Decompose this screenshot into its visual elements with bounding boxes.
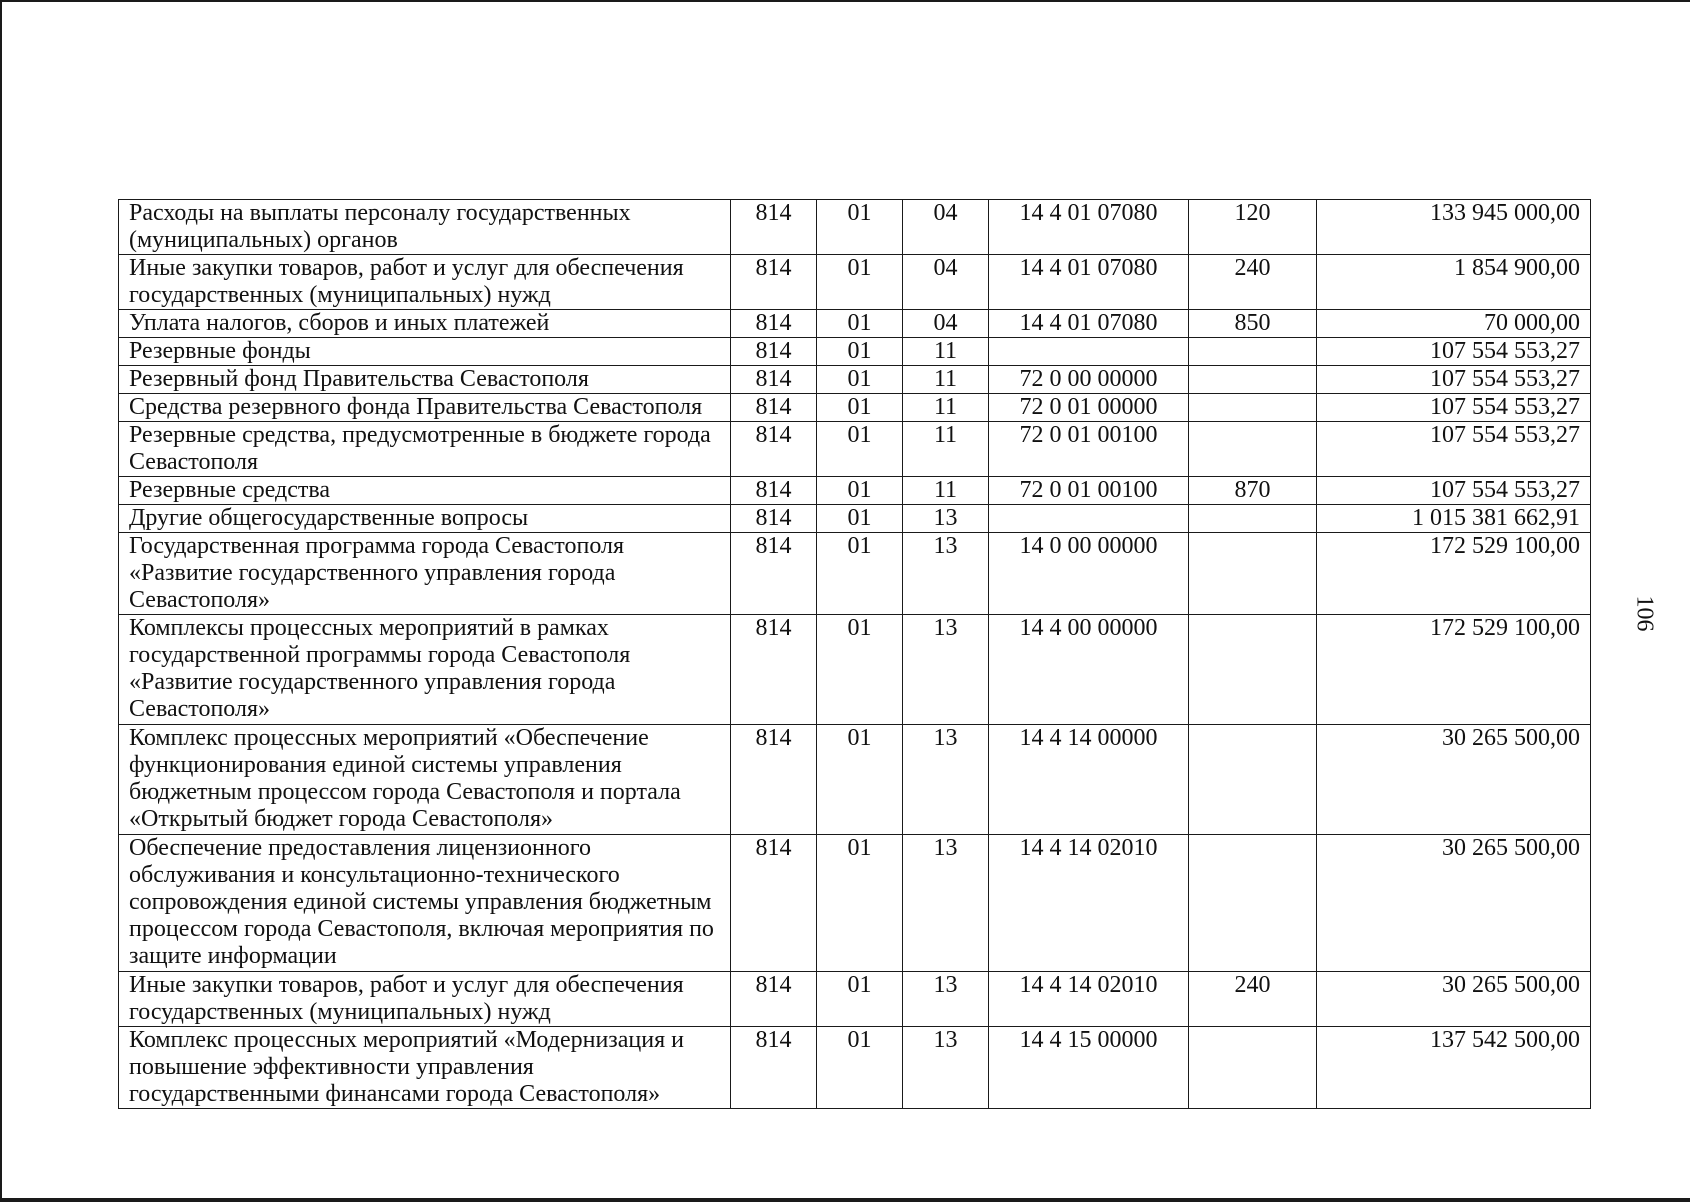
target-article-code: 14 0 00 00000 (989, 533, 1189, 615)
ministry-code: 814 (731, 615, 817, 725)
ministry-code: 814 (731, 255, 817, 310)
expense-name: Иные закупки товаров, работ и услуг для обеспечения государственных (муниципальных) нужд (119, 255, 731, 310)
amount: 107 554 553,27 (1317, 394, 1591, 422)
target-article-code (989, 505, 1189, 533)
expense-type-code: 240 (1189, 972, 1317, 1027)
expense-type-code (1189, 615, 1317, 725)
expense-name: Средства резервного фонда Правительства Севастополя (119, 394, 731, 422)
target-article-code: 72 0 01 00000 (989, 394, 1189, 422)
table-row (119, 477, 1591, 505)
expense-type-code: 240 (1189, 255, 1317, 310)
section-code: 01 (817, 972, 903, 1027)
table-row (119, 394, 1591, 422)
budget-table-body (119, 200, 1591, 1109)
section-code: 01 (817, 505, 903, 533)
expense-type-code (1189, 394, 1317, 422)
expense-name: Другие общегосударственные вопросы (119, 505, 731, 533)
table-row (119, 310, 1591, 338)
ministry-code: 814 (731, 972, 817, 1027)
section-code: 01 (817, 394, 903, 422)
table-row (119, 338, 1591, 366)
ministry-code: 814 (731, 477, 817, 505)
amount: 30 265 500,00 (1317, 725, 1591, 835)
expense-name: Расходы на выплаты персоналу государственных (муниципальных) органов (119, 200, 731, 255)
subsection-code: 11 (903, 422, 989, 477)
expense-name: Обеспечение предоставления лицензионного обслуживания и консультационно-технического сопровождения единой системы управления бюджетным процессом города Севастополя, включая мероприятия по защите информации (119, 835, 731, 972)
target-article-code: 14 4 01 07080 (989, 200, 1189, 255)
expense-type-code: 870 (1189, 477, 1317, 505)
ministry-code: 814 (731, 394, 817, 422)
table-row (119, 972, 1591, 1027)
amount: 172 529 100,00 (1317, 615, 1591, 725)
amount: 107 554 553,27 (1317, 422, 1591, 477)
section-code: 01 (817, 615, 903, 725)
subsection-code: 13 (903, 725, 989, 835)
ministry-code: 814 (731, 505, 817, 533)
expense-type-code (1189, 835, 1317, 972)
section-code: 01 (817, 477, 903, 505)
amount: 137 542 500,00 (1317, 1027, 1591, 1109)
amount: 30 265 500,00 (1317, 972, 1591, 1027)
target-article-code: 14 4 14 00000 (989, 725, 1189, 835)
amount: 107 554 553,27 (1317, 338, 1591, 366)
target-article-code (989, 338, 1189, 366)
expense-name: Резервные средства (119, 477, 731, 505)
expense-name: Иные закупки товаров, работ и услуг для обеспечения государственных (муниципальных) нужд (119, 972, 731, 1027)
subsection-code: 04 (903, 200, 989, 255)
subsection-code: 11 (903, 394, 989, 422)
subsection-code: 13 (903, 505, 989, 533)
amount: 70 000,00 (1317, 310, 1591, 338)
amount: 107 554 553,27 (1317, 477, 1591, 505)
expense-name: Резервный фонд Правительства Севастополя (119, 366, 731, 394)
expense-name: Уплата налогов, сборов и иных платежей (119, 310, 731, 338)
section-code: 01 (817, 533, 903, 615)
target-article-code: 72 0 01 00100 (989, 477, 1189, 505)
target-article-code: 14 4 01 07080 (989, 255, 1189, 310)
target-article-code: 72 0 01 00100 (989, 422, 1189, 477)
ministry-code: 814 (731, 835, 817, 972)
section-code: 01 (817, 338, 903, 366)
target-article-code: 14 4 01 07080 (989, 310, 1189, 338)
target-article-code: 72 0 00 00000 (989, 366, 1189, 394)
table-row (119, 366, 1591, 394)
subsection-code: 13 (903, 533, 989, 615)
amount: 107 554 553,27 (1317, 366, 1591, 394)
table-row (119, 1027, 1591, 1109)
section-code: 01 (817, 725, 903, 835)
expense-type-code: 120 (1189, 200, 1317, 255)
expense-type-code (1189, 338, 1317, 366)
ministry-code: 814 (731, 1027, 817, 1109)
subsection-code: 13 (903, 972, 989, 1027)
expense-type-code (1189, 1027, 1317, 1109)
ministry-code: 814 (731, 200, 817, 255)
expense-type-code: 850 (1189, 310, 1317, 338)
section-code: 01 (817, 835, 903, 972)
table-row (119, 422, 1591, 477)
section-code: 01 (817, 255, 903, 310)
expense-name: Резервные фонды (119, 338, 731, 366)
ministry-code: 814 (731, 310, 817, 338)
subsection-code: 04 (903, 310, 989, 338)
amount: 30 265 500,00 (1317, 835, 1591, 972)
amount: 1 854 900,00 (1317, 255, 1591, 310)
ministry-code: 814 (731, 422, 817, 477)
table-row (119, 533, 1591, 615)
table-row (119, 505, 1591, 533)
target-article-code: 14 4 14 02010 (989, 972, 1189, 1027)
expense-name: Комплекс процессных мероприятий «Модернизация и повышение эффективности управления государственными финансами города Севастополя» (119, 1027, 731, 1109)
subsection-code: 13 (903, 835, 989, 972)
table-row (119, 615, 1591, 725)
ministry-code: 814 (731, 533, 817, 615)
budget-table (118, 199, 1591, 1109)
ministry-code: 814 (731, 338, 817, 366)
subsection-code: 13 (903, 1027, 989, 1109)
amount: 133 945 000,00 (1317, 200, 1591, 255)
target-article-code: 14 4 00 00000 (989, 615, 1189, 725)
subsection-code: 04 (903, 255, 989, 310)
ministry-code: 814 (731, 366, 817, 394)
expense-name: Резервные средства, предусмотренные в бюджете города Севастополя (119, 422, 731, 477)
table-row (119, 200, 1591, 255)
section-code: 01 (817, 366, 903, 394)
subsection-code: 11 (903, 338, 989, 366)
subsection-code: 11 (903, 366, 989, 394)
expense-name: Комплексы процессных мероприятий в рамках государственной программы города Севастополя «Развитие государственного управления города Севастополя» (119, 615, 731, 725)
expense-type-code (1189, 366, 1317, 394)
expense-type-code (1189, 725, 1317, 835)
table-row (119, 725, 1591, 835)
target-article-code: 14 4 14 02010 (989, 835, 1189, 972)
expense-type-code (1189, 533, 1317, 615)
expense-type-code (1189, 505, 1317, 533)
ministry-code: 814 (731, 725, 817, 835)
subsection-code: 13 (903, 615, 989, 725)
expense-name: Государственная программа города Севастополя «Развитие государственного управления города Севастополя» (119, 533, 731, 615)
table-row (119, 835, 1591, 972)
expense-name: Комплекс процессных мероприятий «Обеспечение функционирования единой системы управления бюджетным процессом города Севастополя и портала «Открытый бюджет города Севастополя» (119, 725, 731, 835)
table-row (119, 255, 1591, 310)
target-article-code: 14 4 15 00000 (989, 1027, 1189, 1109)
subsection-code: 11 (903, 477, 989, 505)
section-code: 01 (817, 422, 903, 477)
page-number: 106 (1631, 595, 1658, 632)
section-code: 01 (817, 310, 903, 338)
amount: 172 529 100,00 (1317, 533, 1591, 615)
expense-type-code (1189, 422, 1317, 477)
amount: 1 015 381 662,91 (1317, 505, 1591, 533)
section-code: 01 (817, 1027, 903, 1109)
section-code: 01 (817, 200, 903, 255)
